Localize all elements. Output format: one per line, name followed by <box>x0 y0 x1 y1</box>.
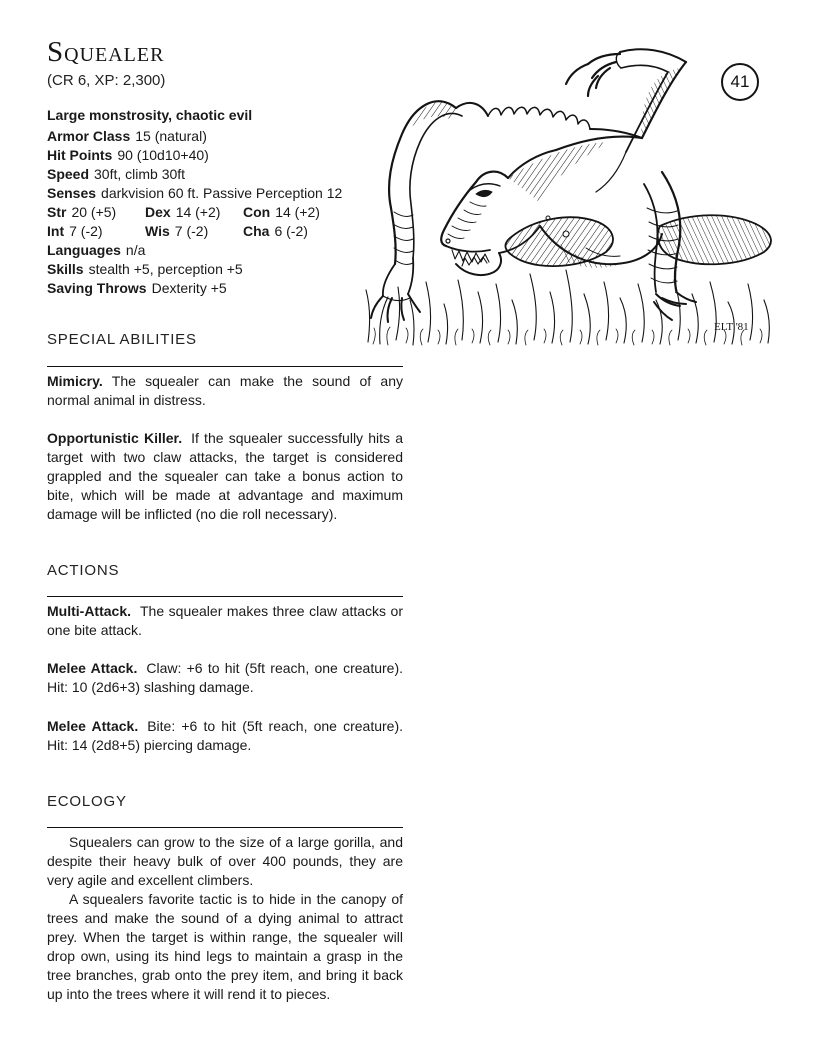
challenge-rating-line: (CR 6, XP: 2,300) <box>47 72 166 89</box>
trait-text: The squealer can make the sound of any normal animal in distress. <box>47 373 403 408</box>
ability-value: 7 (-2) <box>174 223 209 239</box>
languages-line <box>47 241 403 260</box>
section-heading-special-abilities: SPECIAL ABILITIES <box>47 331 197 348</box>
action-paragraph-melee-bite <box>47 717 403 755</box>
action-name: Melee Attack. <box>47 718 139 734</box>
stat-value: darkvision 60 ft. Passive Perception 12 <box>101 185 343 201</box>
ability-value: 6 (-2) <box>274 223 308 239</box>
section-rule <box>47 827 403 828</box>
stat-value: 15 (natural) <box>135 128 207 144</box>
saving-throws-line <box>47 279 403 298</box>
action-name: Multi-Attack. <box>47 603 131 619</box>
stat-attributes-secondary <box>47 241 403 298</box>
stat-value: 30ft, climb 30ft <box>94 166 186 182</box>
senses-line <box>47 184 403 203</box>
squealer-illustration <box>358 12 810 350</box>
ability-dex <box>145 203 243 222</box>
ability-label: Cha <box>243 223 270 239</box>
ability-value: 14 (+2) <box>275 204 320 220</box>
ability-value: 7 (-2) <box>69 223 103 239</box>
stat-label: Languages <box>47 242 121 258</box>
ability-value: 14 (+2) <box>175 204 221 220</box>
stat-label: Skills <box>47 261 84 277</box>
stat-label: Senses <box>47 185 97 201</box>
section-heading-ecology: ECOLOGY <box>47 793 127 810</box>
stat-label: Saving Throws <box>47 280 147 296</box>
page-number: 41 <box>730 72 750 91</box>
stat-attributes <box>47 127 403 203</box>
stat-label: Armor Class <box>47 128 131 144</box>
trait-name: Opportunistic Killer. <box>47 430 183 446</box>
stat-value: n/a <box>125 242 146 258</box>
creature-type-line: Large monstrosity, chaotic evil <box>47 107 253 123</box>
trait-paragraph-mimicry <box>47 372 403 410</box>
hit-points-line <box>47 146 403 165</box>
ability-str <box>47 203 145 222</box>
stat-label: Hit Points <box>47 147 113 163</box>
page-title: Squealer <box>47 36 165 68</box>
ability-label: Str <box>47 204 67 220</box>
action-paragraph-multi-attack <box>47 602 403 640</box>
trait-paragraph-opportunistic-killer <box>47 429 403 524</box>
ability-label: Dex <box>145 204 171 220</box>
speed-line <box>47 165 403 184</box>
ability-value: 20 (+5) <box>71 204 117 220</box>
section-rule <box>47 366 403 367</box>
artist-signature: ELT '81 <box>714 321 749 333</box>
armor-class-line <box>47 127 403 146</box>
ecology-text-block <box>47 833 403 1004</box>
action-name: Melee Attack. <box>47 660 138 676</box>
action-text: Claw: +6 to hit (5ft reach, one creature). Hit: 10 (2d6+3) slashing damage. <box>47 660 403 695</box>
ecology-paragraph: A squealers favorite tactic is to hide in the canopy of trees and make the sound of a dying animal to attract prey. When the target is within range, the squealer will drop own, using its hind legs to maintain a grasp in the tree branches, grab onto the prey item, and bring it back up into the trees where it will rend it to pieces. <box>47 891 403 1002</box>
action-paragraph-melee-claw <box>47 659 403 697</box>
trait-name: Mimicry. <box>47 373 103 389</box>
ability-label: Int <box>47 223 65 239</box>
ability-scores-grid <box>47 203 403 241</box>
section-rule <box>47 596 403 597</box>
skills-line <box>47 260 403 279</box>
stat-value: 90 (10d10+40) <box>117 147 209 163</box>
stat-value: Dexterity +5 <box>151 280 227 296</box>
ecology-paragraph: Squealers can grow to the size of a large gorilla, and despite their heavy bulk of over 400 pounds, they are very agile and excellent climbers. <box>47 834 403 888</box>
ability-label: Wis <box>145 223 170 239</box>
action-text: The squealer makes three claw attacks or one bite attack. <box>47 603 403 638</box>
stat-value: stealth +5, perception +5 <box>88 261 243 277</box>
ability-wis <box>145 222 243 241</box>
ability-int <box>47 222 145 241</box>
ability-label: Con <box>243 204 271 220</box>
action-text: Bite: +6 to hit (5ft reach, one creature). Hit: 14 (2d8+5) piercing damage. <box>47 718 403 753</box>
stat-label: Speed <box>47 166 90 182</box>
section-heading-actions: ACTIONS <box>47 562 120 579</box>
trait-text: If the squealer successfully hits a target with two claw attacks, the target is considered grappled and the squealer can take a bonus action to bite, which will be made at advantage and maximum damage will be inflicted (no die roll necessary). <box>47 430 403 522</box>
